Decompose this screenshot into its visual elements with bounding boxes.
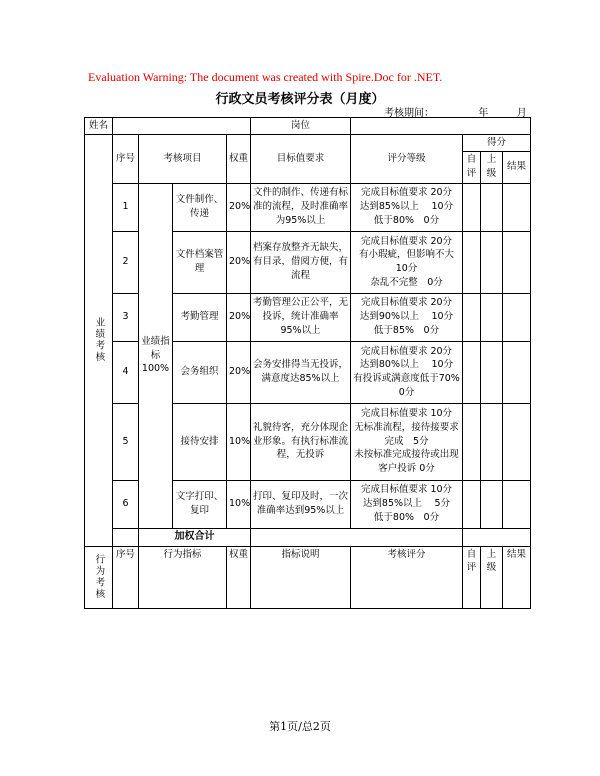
total-spacer <box>113 528 139 546</box>
weighted-total-blank <box>251 528 463 546</box>
perf-item: 文件制作、传递 <box>173 183 227 231</box>
item-header: 考核项目 <box>139 134 227 183</box>
behavior-section-label: 行为考核 <box>85 546 113 608</box>
perf-superior-cell[interactable] <box>481 403 503 480</box>
header-row-1 <box>85 134 531 151</box>
perf-grade: 完成目标值要求 10分 达到85%以上 5分 低于80% 0分 <box>351 480 463 528</box>
period-year: 年 <box>478 108 489 119</box>
perf-seq: 1 <box>113 183 139 231</box>
perf-row-1 <box>85 183 531 231</box>
weight-header: 权重 <box>227 134 251 183</box>
behavior-seq-header: 序号 <box>113 546 139 608</box>
perf-seq: 6 <box>113 480 139 528</box>
perf-item: 会务组织 <box>173 341 227 403</box>
perf-weight: 10% <box>227 480 251 528</box>
perf-grade: 完成目标值要求 20分 达到80%以上 10分 有投诉或满意度低于70% 0分 <box>351 341 463 403</box>
position-label: 岗位 <box>251 118 351 135</box>
perf-superior-cell[interactable] <box>481 480 503 528</box>
behavior-result-header: 结果 <box>503 546 531 608</box>
perf-target: 打印、复印及时，一次准确率达到95%以上 <box>251 480 351 528</box>
name-value-cell[interactable] <box>113 118 251 135</box>
perf-self-cell[interactable] <box>463 403 481 480</box>
perf-self-cell[interactable] <box>463 231 481 293</box>
weighted-total-label: 加权合计 <box>139 528 251 546</box>
perf-result-cell[interactable] <box>503 341 531 403</box>
result-header: 结果 <box>503 151 531 183</box>
perf-seq: 2 <box>113 231 139 293</box>
behavior-self-header: 自评 <box>463 546 481 608</box>
name-label: 姓名 <box>85 118 113 135</box>
weighted-total-row <box>85 528 531 546</box>
evaluation-warning: Evaluation Warning: The document was created with Spire.Doc for .NET. <box>88 70 443 84</box>
perf-target: 会务安排得当无投诉，满意度达85%以上 <box>251 341 351 403</box>
evaluation-table <box>84 117 531 609</box>
perf-result-cell[interactable] <box>503 293 531 341</box>
superior-header: 上级 <box>481 151 503 183</box>
perf-grade: 完成目标值要求 20分 达到85%以上 10分 低于80% 0分 <box>351 183 463 231</box>
perf-superior-cell[interactable] <box>481 341 503 403</box>
perf-seq: 4 <box>113 341 139 403</box>
perf-result-cell[interactable] <box>503 183 531 231</box>
perf-item: 考勤管理 <box>173 293 227 341</box>
weighted-total-value-cell[interactable] <box>463 528 531 546</box>
perf-item: 接待安排 <box>173 403 227 480</box>
perf-result-cell[interactable] <box>503 231 531 293</box>
period-month: 月 <box>516 108 527 119</box>
perf-result-cell[interactable] <box>503 480 531 528</box>
grade-header: 评分等级 <box>351 134 463 183</box>
perf-target: 文件的制作、传递有标准的流程，及时准确率为95%以上 <box>251 183 351 231</box>
perf-superior-cell[interactable] <box>481 231 503 293</box>
perf-superior-cell[interactable] <box>481 293 503 341</box>
perf-weight: 20% <box>227 293 251 341</box>
perf-self-cell[interactable] <box>463 293 481 341</box>
perf-grade: 完成目标值要求 20分 达到90%以上 10分 低于85% 0分 <box>351 293 463 341</box>
behavior-desc-header: 指标说明 <box>251 546 351 608</box>
position-value-cell[interactable] <box>351 118 531 135</box>
perf-weight: 20% <box>227 231 251 293</box>
score-header: 得分 <box>463 134 531 151</box>
form-title: 行政文员考核评分表（月度） <box>215 92 385 107</box>
perf-weight: 20% <box>227 341 251 403</box>
perf-section-label: 业绩考核 <box>85 134 113 546</box>
target-header: 目标值要求 <box>251 134 351 183</box>
perf-seq: 5 <box>113 403 139 480</box>
perf-item: 文件档案管理 <box>173 231 227 293</box>
perf-target: 档案存放整齐无缺失，有目录，借阅方便，有流程 <box>251 231 351 293</box>
perf-target: 考勤管理公正公平，无投诉，统计准确率95%以上 <box>251 293 351 341</box>
perf-grade: 完成目标值要求 20分 有小瑕疵，但影响不大 10分 杂乱不完整 0分 <box>351 231 463 293</box>
period-label: 考核期间： <box>384 108 434 119</box>
behavior-indicator-header: 行为指标 <box>139 546 227 608</box>
perf-result-cell[interactable] <box>503 403 531 480</box>
perf-indicator: 业绩指标100% <box>139 183 173 528</box>
perf-weight: 10% <box>227 403 251 480</box>
perf-self-cell[interactable] <box>463 183 481 231</box>
perf-item: 文字打印、复印 <box>173 480 227 528</box>
behavior-superior-header: 上级 <box>481 546 503 608</box>
behavior-weight-header: 权重 <box>227 546 251 608</box>
behavior-header-row <box>85 546 531 608</box>
seq-header: 序号 <box>113 134 139 183</box>
perf-grade: 完成目标值要求 10分 无标准流程，接待接要求完成 5分 未按标准完成接待或出现客户投诉 0分 <box>351 403 463 480</box>
perf-self-cell[interactable] <box>463 480 481 528</box>
self-header: 自评 <box>463 151 481 183</box>
perf-superior-cell[interactable] <box>481 183 503 231</box>
perf-seq: 3 <box>113 293 139 341</box>
perf-weight: 20% <box>227 183 251 231</box>
perf-target: 礼貌待客，充分体现企业形象。有执行标准流程，无投诉 <box>251 403 351 480</box>
page-footer: 第1页/总2页 <box>269 720 331 733</box>
behavior-score-header: 考核评分 <box>351 546 463 608</box>
name-row <box>85 118 531 135</box>
